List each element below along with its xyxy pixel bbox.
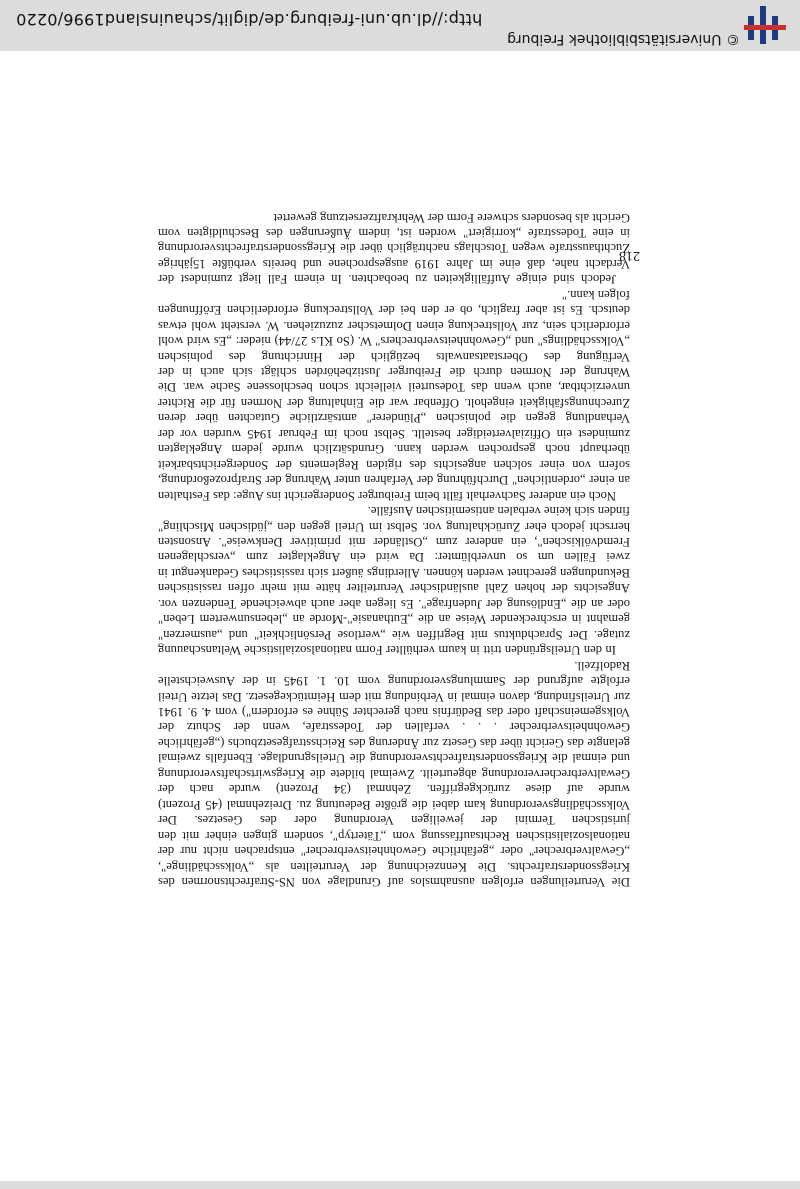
body-text — [158, 209, 630, 889]
footer-strip — [0, 1181, 800, 1189]
paragraph: In den Urteilsgründen tritt in kaum verhüllter Form nationalsozialistische Weltanschauung zutage. Der Sprachduktus mit Begriffen wie „wertlose Persönlichkeit" und „ausmerzen" gemahnt in erschreckender Weise an die „Euthanasie"-Morde an „lebensunwertem Leben" oder an die „Endlösung der Judenfrage". Es liegen aber auch abweichende Tendenzen vor. Angesichts der hohen Zahl ausländischer Verurteilter hätte mit mehr offen rassistischen Bekundungen gerechnet werden können. Allerdings äußert sich rassistisches Gedankengut in zwei Fällen um so unverblümter: Da wird ein Angeklagter zum „verschlagenen Fremdvölkischen", ein anderer zum „Ostländer mit primitiver Denkweise". Ansonsten herrscht jedoch eher Zurückhaltung vor. Selbst im Urteil gegen den „jüdischen Mischling" finden sich keine verbalen antisemitischen Ausfälle. — [158, 504, 630, 658]
paragraph: Jedoch sind einige Auffälligkeiten zu beobachten. In einem Fall liegt zumindest der Verdacht nahe, daß eine im Jahre 1919 ausgesprochene und bereits verbüßte 15jährige Zuchthausstrafe wegen Totschlags nachträglich über die Kriegssonderstrafrechtsverordnung in eine Todesstrafe „korrigiert" worden ist, indem Äußerungen des Beschuldigten vom Gericht als besonders schwere Form der Wehrkraftzersetzung gewertet — [158, 210, 630, 287]
source-url[interactable]: http://dl.ub.uni-freiburg.de/diglit/schauinsland1996/0220 — [16, 10, 483, 29]
paragraph: Die Verurteilungen erfolgen ausnahmslos auf Grundlage von NS-Strafrechtsnormen des Kriegssonderstrafrechts. Die Kennzeichnung der Verurteilten als „Volksschädlinge", „Gewaltverbrecher" oder „gefährliche Gewohnheitsverbrecher" entsprachen nicht nur der nationalsozialistischen Rechtsauffassung vom „Tätertyp", sondern gingen einher mit den juristischen Termini der jeweiligen Verordnung oder des Gesetzes. Der Volksschädlingsverordnung kam dabei die größte Bedeutung zu. Dreizehnmal (45 Prozent) wurde auf diese zurückgegriffen. Zehnmal (34 Prozent) wurde nach der Gewaltverbrecherverordnung abgeurteilt. Zweimal bildete die Kriegswirtschaftsverordnung und einmal die Kriegssonderstrafrechtsverordnung die Urteilsgrundlage. Ebenfalls zweimal gelangte das Gericht über das Gesetz zur Änderung des Reichsstrafgesetzbuchs („gefährliche Gewohnheitsverbrecher . . . verfallen der Todesstrafe, wenn der Schutz der Volksgemeinschaft oder das Bedürfnis nach gerechter Sühne es erfordern") vom 4. 9. 1941 zur Urteilsfindung, davon einmal in Verbindung mit dem Heimtückegesetz. Das letzte Urteil erfolgte aufgrund der Sammlungsverordnung vom 10. 1. 1945 in der Ausweichstelle Radolfzell. — [158, 658, 630, 889]
header-band — [0, 0, 800, 51]
page-number: 218 — [619, 248, 640, 263]
ub-freiburg-logo — [744, 6, 786, 44]
paragraph: Noch ein anderer Sachverhalt fällt beim Freiburger Sondergericht ins Auge: das Festhalten an einer „ordentlichen" Durchführung der Verfahren unter Wahrung der Strafprozeßordnung, sofern von einer solchen angesichts des rigiden Reglements der Sondergerichtsbarkeit überhaupt noch gesprochen werden kann. Grundsätzlich wurde jedem Angeklagten zumindest ein Offizialverteidiger bestellt. Selbst noch im Februar 1945 wurden vor der Verhandlung gegen die polnischen „Plünderer" amtsärztliche Gutachten über deren Zurechnungsfähigkeit eingeholt. Offenbar war die Einhaltung der Normen für die Richter unverzichtbar, auch wenn das Todesurteil vielleicht schon beschlossene Sache war. Die Wahrung der Normen durch die Freiburger Justizbehörden schlägt sich auch in der Verfügung des Oberstaatsanwalts bezüglich der Hinrichtung des polnischen „Volksschädlings" und „Gewohnheitsverbrechers" W. (So KLs 27/44) nieder: „Es wird wohl erforderlich sein, zur Vollstreckung einen Dolmetscher zuzuziehen. W. versteht wohl etwas deutsch. Es ist aber fraglich, ob er den bei der Vollstreckung erforderlichen Eröffnungen folgen kann." — [158, 287, 630, 503]
credit-text: © Universitätsbibliothek Freiburg — [507, 31, 740, 47]
